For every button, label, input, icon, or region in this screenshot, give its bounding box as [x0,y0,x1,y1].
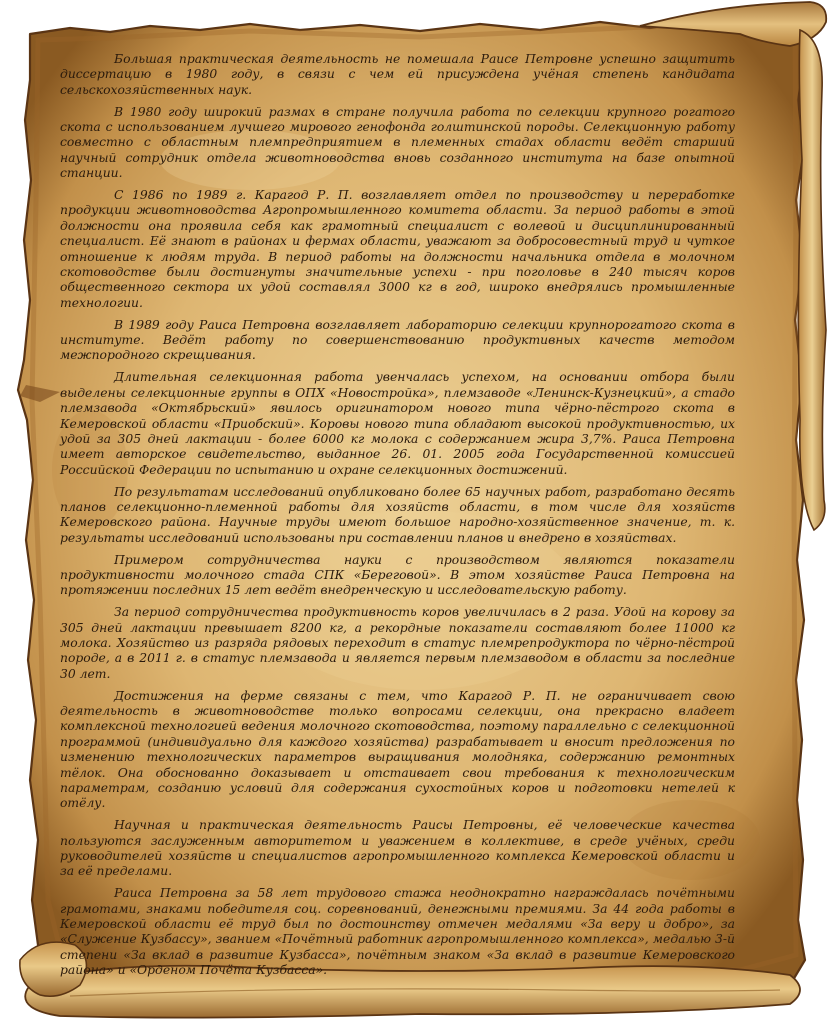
paragraph-dissertation: Большая практическая деятельность не помешала Раисе Петровне успешно защитить диссертацию в 1980 году, в связи с чем ей присуждена учёная степень кандидата сельскохозяйственных наук. [60,52,735,97]
paragraph-reputation: Научная и практическая деятельность Раисы Петровны, её человеческие качества пользуются заслуженным авторитетом и уважением в коллективе, в среде учёных, среди руководителей хозяйств и специалистов агропромышленного комплекса Кемеровской области и за её пределами. [60,818,735,879]
paragraph-selection-1980: В 1980 году широкий размах в стране получила работа по селекции крупного рогатого скота с использованием лучшего мирового генофонда голштинской породы. Селекционную работу совместно с областным племпредприятием в племенных стадах области ведёт старший научный сотрудник отдела животноводства вновь созданного института на базе опытной станции. [60,104,735,181]
paragraph-laboratory-1989: В 1989 году Раиса Петровна возглавляет лабораторию селекции крупнорогатого скота в институте. Ведёт работу по совершенствованию продуктивных качеств методом межпородного скрещивания. [60,317,735,363]
document-body [60,52,735,985]
paragraph-cooperation: Примером сотрудничества науки с производством являются показатели продуктивности молочного стада СПК «Береговой». В этом хозяйстве Раиса Петровна на протяжении последних 15 лет ведёт внедренческую и исследовательскую работу. [60,552,735,598]
paragraph-farm-achievements: Достижения на ферме связаны с тем, что Карагод Р. П. не ограничивает свою деятельность в животноводстве только вопросами селекции, она прекрасно владеет комплексной технологией ведения молочного скотоводства, поэтому параллельно с селекционной программой (индивидуально для каждого хозяйства) разрабатывает и вносит предложения по изменению технологических параметров выращивания молодняка, содержанию ремонтных тёлок. Она обоснованно доказывает и отстаивает свои требования к технологическим параметрам, созданию условий для содержания сухостойных коров и подготовки нетелей к отёлу. [60,688,735,811]
paragraph-publications: По результатам исследований опубликовано более 65 научных работ, разработано десять планов селекционно-племенной работы для хозяйств области, в том числе для хозяйств Кемеровского района. Научные труды имеют большое народно-хозяйственное значение, т. к. результаты исследований использованы при составлении планов и внедрено в хозяйствах. [60,484,735,545]
paragraph-productivity: За период сотрудничества продуктивность коров увеличилась в 2 раза. Удой на корову за 305 дней лактации превышает 8200 кг, а рекордные показатели составляют более 11000 кг молока. Хозяйство из разряда рядовых переходит в статус племрепродуктора по чёрно-пёстрой породе, а в 2011 г. в статус племзавода и является первым племзаводом в области за последние 30 лет. [60,605,735,681]
paragraph-awards: Раиса Петровна за 58 лет трудового стажа неоднократно награждалась почётными грамотами, знаками победителя соц. соревнований, денежными премиями. За 44 года работы в Кемеровской области её труд был по достоинству отмечен медалями «За веру и добро», за «Служение Кузбассу», званием «Почётный работник агропромышленного комплекса», медалью 3-й степени «За вклад в развитие Кузбасса», почётным знаком «За вклад в развитие Кемеровского района» и «Орденом Почёта Кузбасса». [60,886,735,978]
paragraph-breeding-success: Длительная селекционная работа увенчалась успехом, на основании отбора были выделены селекционные группы в ОПХ «Новостройка», племзаводе «Ленинск-Кузнецкий», а стадо племзавода «Октябрьский» явилось оригинатором нового типа чёрно-пёстрого скота в Кемеровской области «Приобский». Коровы нового типа обладают высокой продуктивностью, их удой за 305 дней лактации - более 6000 кг молока с содержанием жира 3,7%. Раиса Петровна имеет авторское свидетельство, выданное 26. 01. 2005 года Государственной комиссией Российской Федерации по испытанию и охране селекционных достижений. [60,370,735,477]
paragraph-agro-committee: С 1986 по 1989 г. Карагод Р. П. возглавляет отдел по производству и переработке продукции животноводства Агропромышленного комитета области. За период работы в этой должности она проявила себя как грамотный специалист с волевой и дисциплинированный специалист. Её знают в районах и фермах области, уважают за добросовестный труд и чуткое отношение к людям труда. В период работы на должности начальника отдела в молочном скотоводстве были достигнуты значительные успехи - при поголовье в 240 тысяч коров общественного сектора их удой составлял 3000 кг в год, широко внедрялись промышленные технологии. [60,188,735,310]
right-side-roll [798,30,826,530]
